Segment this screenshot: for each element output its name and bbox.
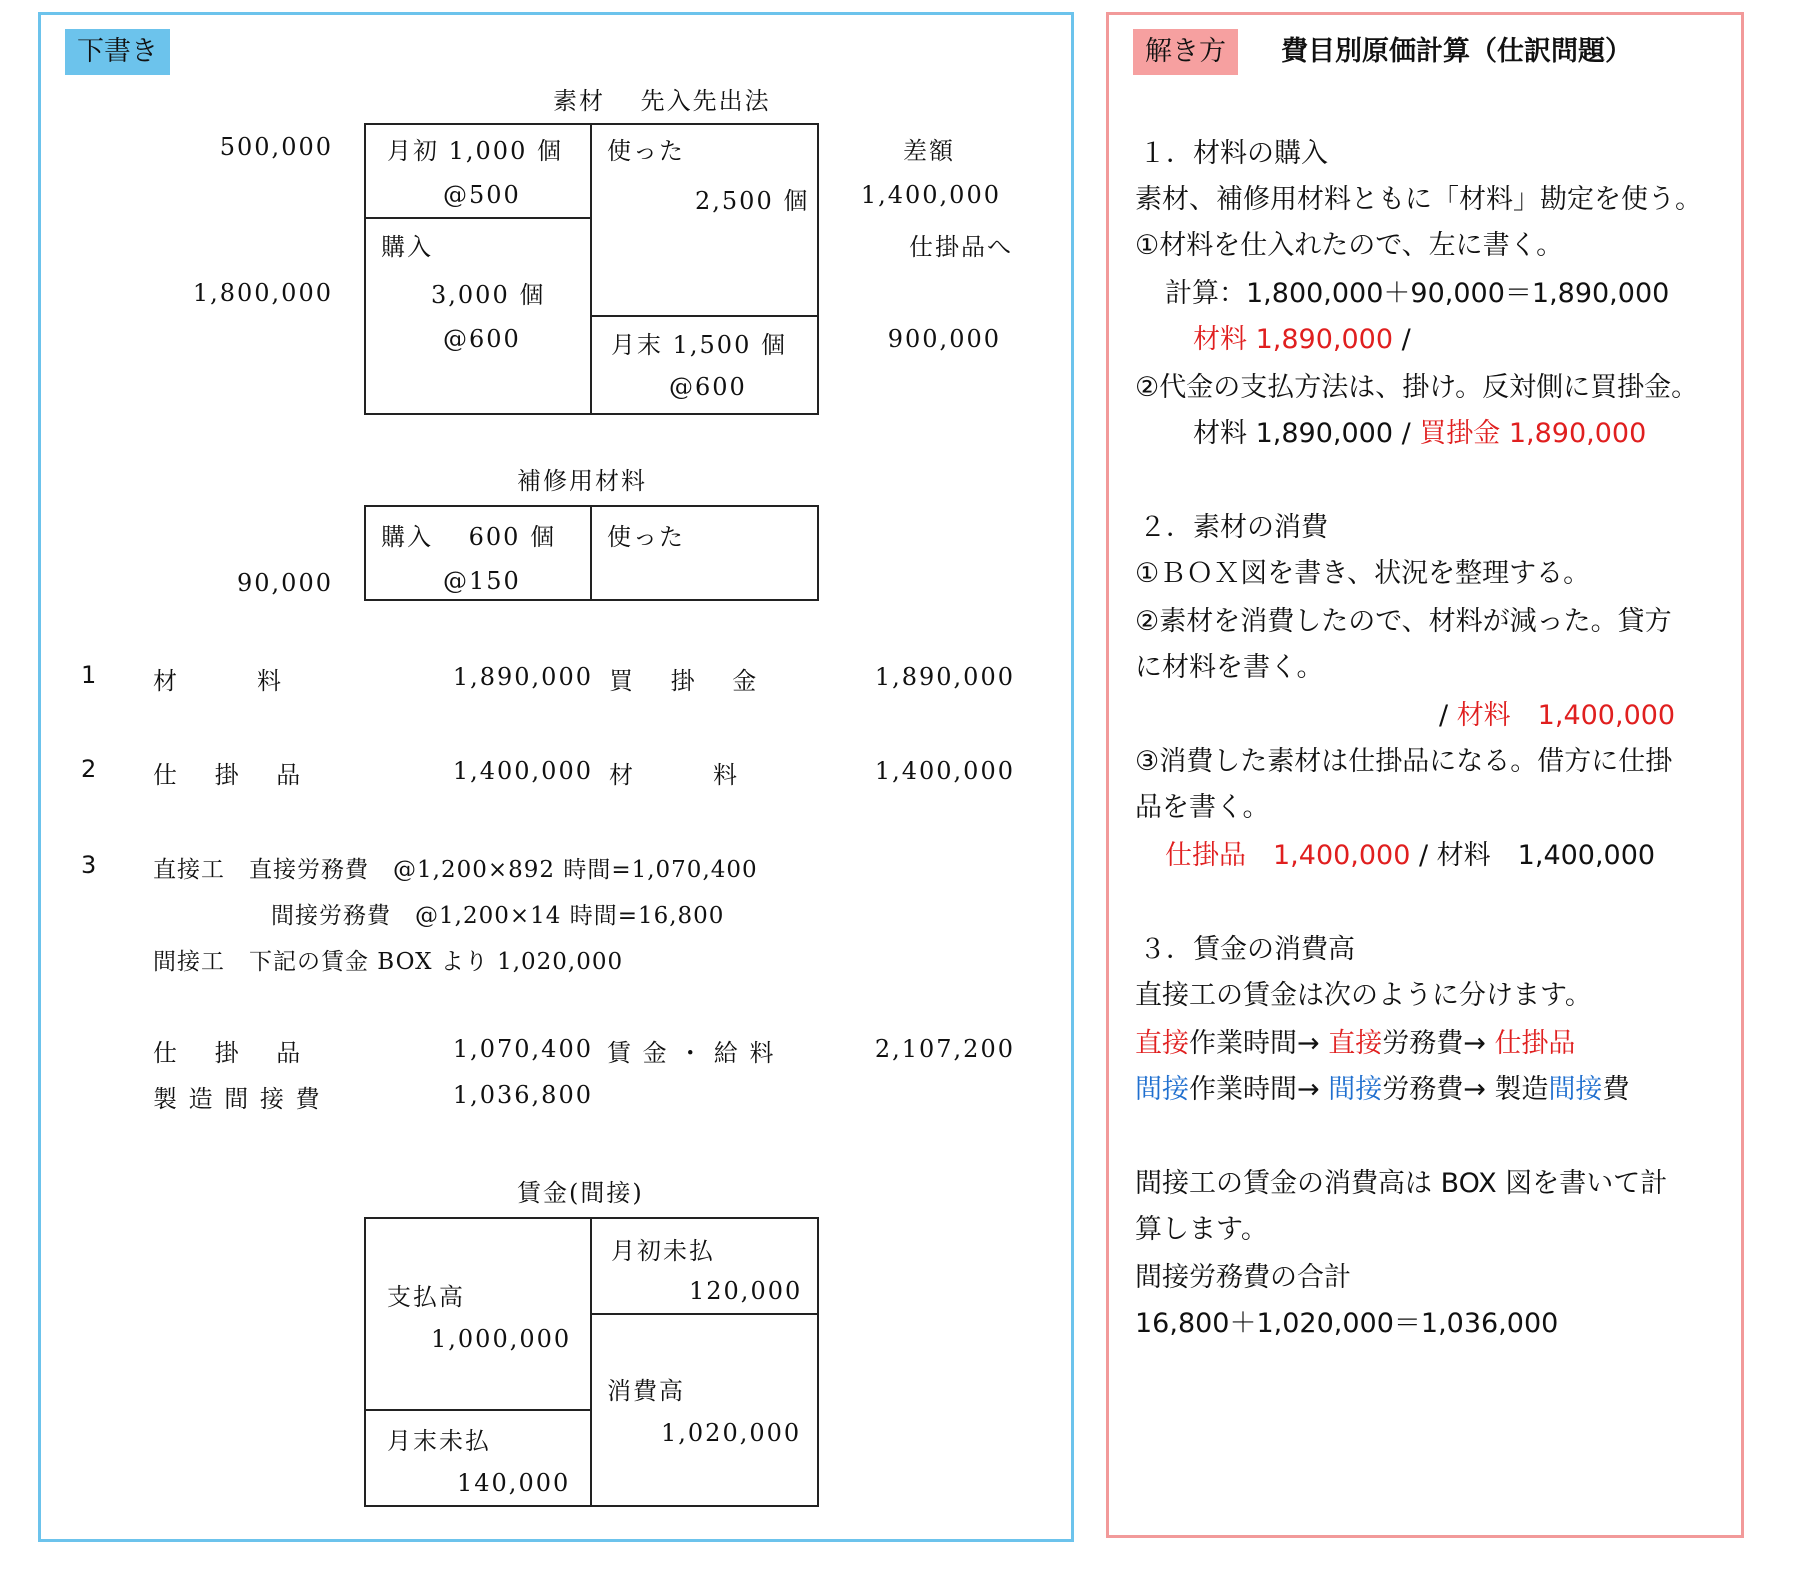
- journal-2-debit-amount: 1,400,000: [452, 757, 593, 785]
- section3-line5: 算します。: [1135, 1214, 1268, 1245]
- section2-line2: ②素材を消費したので、材料が減った。貸方: [1135, 606, 1672, 637]
- direct-word: 直接: [1135, 1028, 1189, 1059]
- section3-line6: 間接労務費の合計: [1135, 1262, 1351, 1293]
- flow-text: 作業時間→: [1189, 1074, 1329, 1105]
- section2-line1: ①ＢＯＸ図を書き、状況を整理する。: [1135, 558, 1591, 589]
- section2-heading: ２．素材の消費: [1139, 512, 1328, 543]
- journal-2-number: 2: [81, 755, 99, 783]
- indirect-word: 間接: [1135, 1074, 1189, 1105]
- section2-line6: 品を書く。: [1135, 792, 1270, 823]
- item3-number: 3: [81, 851, 99, 879]
- section2-line3: に材料を書く。: [1135, 652, 1324, 683]
- item3-journal-debit1-amount: 1,070,400: [452, 1035, 593, 1063]
- journal-1-debit: 材 料: [153, 667, 283, 695]
- box1-diff-label: 差額: [903, 137, 955, 165]
- journal-2-credit: 材 料: [609, 761, 739, 789]
- box3-paid-amount: 1,000,000: [431, 1325, 572, 1353]
- direct-word: 直接: [1328, 1028, 1383, 1059]
- journal-1-credit-amount: 1,890,000: [874, 663, 1015, 691]
- box1-end-price: @600: [669, 373, 747, 401]
- section2-entry1-slash: /: [1439, 700, 1457, 731]
- box1-border: [590, 315, 819, 317]
- flow-text: 費: [1602, 1074, 1630, 1105]
- solution-title: 費目別原価計算（仕訳問題）: [1281, 36, 1632, 67]
- box1-border: [590, 123, 592, 415]
- box2-title: 補修用材料: [517, 467, 647, 495]
- box1-diff-amount: 1,400,000: [860, 181, 1001, 209]
- section3-indirect-flow: [1135, 1067, 1629, 1106]
- section1-entry2-credit: 買掛金 1,890,000: [1419, 418, 1647, 449]
- box1-buy-amount: 1,800,000: [192, 279, 333, 307]
- box2-border: [817, 505, 819, 601]
- box1-buy-qty: 3,000 個: [431, 281, 546, 309]
- box3-border: [364, 1409, 592, 1411]
- item3-line1: 直接工 直接労務費 @1,200×892 時間=1,070,400: [153, 857, 758, 883]
- wip-word: 仕掛品: [1494, 1028, 1576, 1059]
- box1-buy-price: @600: [443, 325, 521, 353]
- box3-end-amount: 140,000: [457, 1469, 571, 1497]
- section1-line1: 素材、補修用材料ともに「材料」勘定を使う。: [1135, 184, 1702, 215]
- section1-heading: １．材料の購入: [1139, 138, 1328, 169]
- section1-line5: ②代金の支払方法は、掛け。反対側に買掛金。: [1135, 372, 1699, 403]
- section2-entry1-credit: 材料 1,400,000: [1456, 700, 1676, 731]
- box3-begin-amount: 120,000: [689, 1277, 803, 1305]
- box3-consumed-label: 消費高: [607, 1377, 685, 1405]
- section1-calc: 計算：1,800,000＋90,000＝1,890,000: [1165, 278, 1670, 309]
- box1-end-qty: 月末 1,500 個: [611, 331, 787, 359]
- box3-begin-label: 月初未払: [611, 1237, 715, 1265]
- solution-panel: [1106, 12, 1744, 1538]
- box2-amount: 90,000: [237, 569, 333, 597]
- box2-buy: 購入 600 個: [381, 523, 557, 551]
- item3-journal-debit2: 製 造 間 接 費: [153, 1085, 322, 1113]
- section3-total: 16,800＋1,020,000＝1,036,000: [1135, 1308, 1559, 1339]
- box2-border: [590, 505, 592, 601]
- section2-entry1: [1439, 693, 1675, 732]
- box1-border: [817, 123, 819, 415]
- box2-border: [364, 505, 366, 601]
- section3-line4: 間接工の賃金の消費高は BOX 図を書いて計: [1135, 1168, 1668, 1199]
- box1-border: [364, 123, 366, 415]
- draft-panel: [38, 12, 1074, 1542]
- journal-1-debit-amount: 1,890,000: [452, 663, 593, 691]
- section2-entry2-debit: 仕掛品 1,400,000: [1165, 840, 1411, 871]
- item3-line2: 間接労務費 @1,200×14 時間=16,800: [271, 903, 725, 929]
- box1-used-qty: 2,500 個: [695, 187, 810, 215]
- box1-border: [364, 123, 592, 125]
- box1-begin-price: @500: [443, 181, 521, 209]
- solution-tag: 解き方: [1133, 29, 1238, 75]
- journal-2-debit: 仕 掛 品: [153, 761, 303, 789]
- box1-begin-amount: 500,000: [219, 133, 333, 161]
- journal-1-number: 1: [81, 661, 99, 689]
- section1-entry2-debit: 材料 1,890,000 /: [1193, 418, 1420, 449]
- box1-end-amount: 900,000: [887, 325, 1001, 353]
- box3-consumed-amount: 1,020,000: [661, 1419, 802, 1447]
- section3-line1: 直接工の賃金は次のように分けます。: [1135, 980, 1592, 1011]
- box3-title: 賃金(間接): [517, 1179, 644, 1207]
- item3-journal-credit: 賃 金 ・ 給 料: [607, 1039, 776, 1067]
- box1-begin-qty: 月初 1,000 個: [387, 137, 563, 165]
- indirect-word: 間接: [1328, 1074, 1383, 1105]
- box2-price: @150: [443, 567, 521, 595]
- item3-line3: 間接工 下記の賃金 BOX より 1,020,000: [153, 949, 624, 975]
- box1-used-label: 使った: [607, 137, 685, 165]
- box3-end-label: 月末未払: [387, 1427, 491, 1455]
- journal-2-credit-amount: 1,400,000: [874, 757, 1015, 785]
- section2-entry2-credit: / 材料 1,400,000: [1410, 840, 1656, 871]
- box3-border: [590, 1217, 592, 1507]
- section1-entry1-debit: 材料 1,890,000: [1193, 324, 1393, 355]
- box3-border: [364, 1217, 366, 1507]
- box3-paid-label: 支払高: [387, 1283, 465, 1311]
- section1-line2: ①材料を仕入れたので、左に書く。: [1135, 230, 1564, 261]
- section2-line5: ③消費した素材は仕掛品になる。借方に仕掛: [1135, 746, 1673, 777]
- journal-1-credit: 買 掛 金: [609, 667, 759, 695]
- box1-title: 素材 先入先出法: [553, 87, 771, 115]
- flow-text: 作業時間→: [1189, 1028, 1329, 1059]
- box1-border: [590, 123, 819, 125]
- section3-heading: ３．賃金の消費高: [1139, 934, 1355, 965]
- section2-entry2: [1165, 833, 1655, 872]
- box1-buy-label: 購入: [381, 233, 433, 261]
- flow-text: 労務費→ 製造: [1382, 1074, 1549, 1105]
- item3-journal-credit-amount: 2,107,200: [874, 1035, 1015, 1063]
- item3-journal-debit1: 仕 掛 品: [153, 1039, 303, 1067]
- section1-entry1-slash: /: [1393, 324, 1411, 355]
- box3-border: [590, 1313, 819, 1315]
- draft-tag: 下書き: [65, 29, 170, 75]
- flow-text: 労務費→: [1382, 1028, 1495, 1059]
- box3-border: [817, 1217, 819, 1507]
- section3-direct-flow: [1135, 1021, 1575, 1060]
- box1-to-wip: 仕掛品へ: [909, 233, 1013, 261]
- item3-journal-debit2-amount: 1,036,800: [452, 1081, 593, 1109]
- box1-border: [364, 217, 592, 219]
- section1-entry1: [1193, 317, 1411, 356]
- box2-used-label: 使った: [607, 523, 685, 551]
- section1-entry2: [1193, 411, 1646, 450]
- indirect-word: 間接: [1548, 1074, 1603, 1105]
